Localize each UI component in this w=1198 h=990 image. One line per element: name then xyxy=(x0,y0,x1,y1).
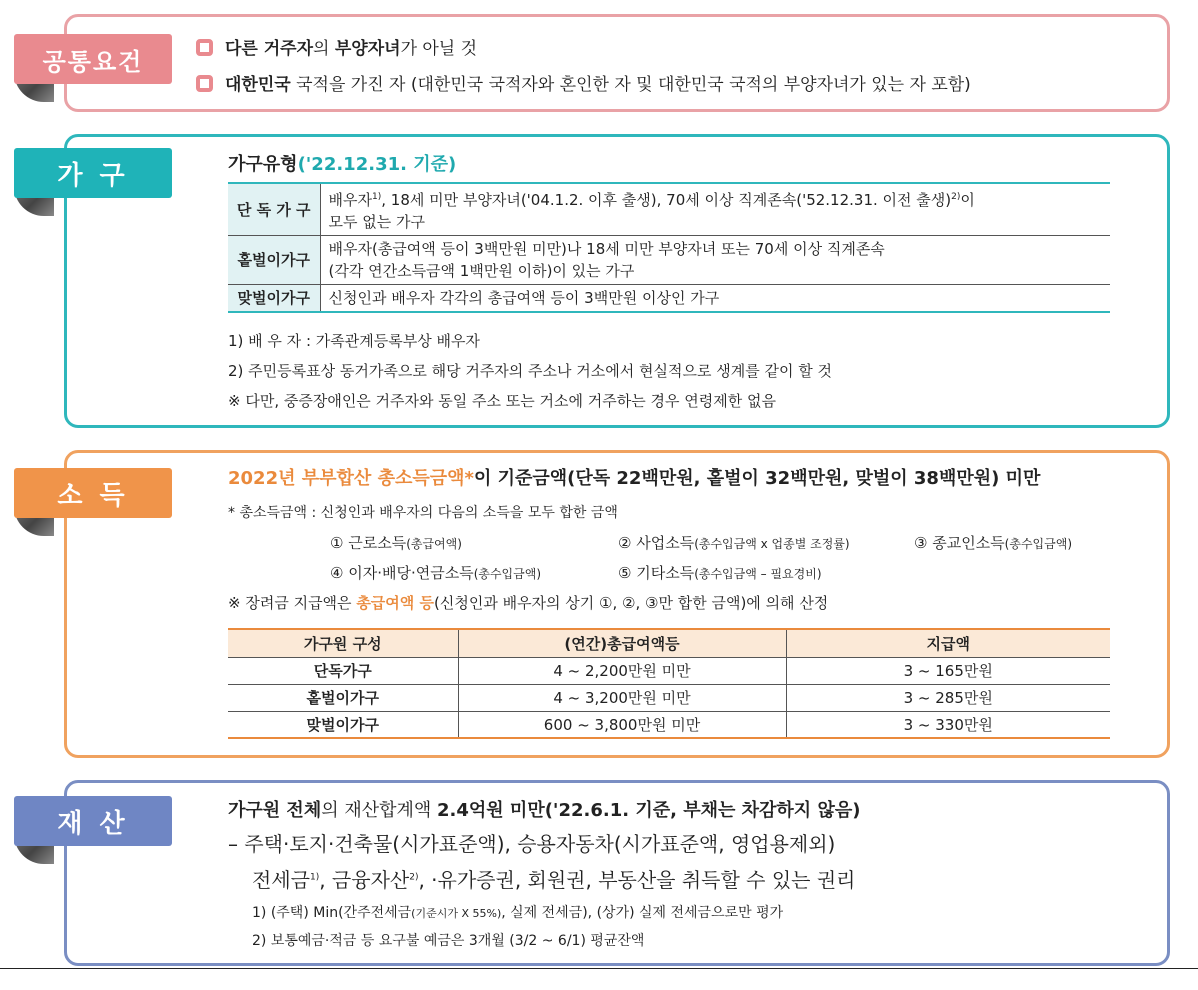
column-header: (연간)총급여액등 xyxy=(458,629,786,657)
household-type-label: 맞벌이가구 xyxy=(228,285,320,313)
household-type-table xyxy=(228,182,1110,313)
common-requirement-1: 다른 거주자의 부양자녀가 아닐 것 xyxy=(196,34,477,59)
asset-title: 가구원 전체의 재산합계액 2.4억원 미만('22.6.1. 기준, 부채는 차감하지 않음) xyxy=(228,800,861,821)
household-type-desc: 배우자(총급여액 등이 3백만원 미만)나 18세 미만 부양자녀 또는 70세 이상 직계존속 (각각 연간소득금액 1백만원 이하)이 있는 가구 xyxy=(320,236,1110,285)
asset-items-line-2: 전세금$^{1)}$, 금융자산$^{2)}$, ·유가증권, 회원권, 부동산을 취득할 수 있는 권리 xyxy=(252,868,856,892)
asset-note-2: 2) 보통예금·적금 등 요구불 예금은 3개월 (3/2 ~ 6/1) 평균잔액 xyxy=(252,933,645,949)
table-row xyxy=(228,711,1110,738)
table-cell: 맞벌이가구 xyxy=(228,711,458,738)
table-header-row xyxy=(228,629,1110,657)
household-type-label: 단 독 가 구 xyxy=(228,183,320,236)
income-item: ② 사업소득(총수입금액 x 업종별 조정률) xyxy=(618,534,850,552)
bottom-divider xyxy=(0,968,1198,969)
household-type-desc: 신청인과 배우자 각각의 총급여액 등이 3백만원 이상인 가구 xyxy=(320,285,1110,313)
household-note-1: 1) 배 우 자 : 가족관계등록부상 배우자 xyxy=(228,332,480,350)
household-title: 가구유형('22.12.31. 기준) xyxy=(228,154,457,175)
household-note-2: 2) 주민등록표상 동거가족으로 해당 거주자의 주소나 거소에서 현실적으로 생계를 같이 할 것 xyxy=(228,362,832,380)
household-tab: 가 구 xyxy=(14,148,172,198)
table-row xyxy=(228,183,1110,236)
table-row xyxy=(228,684,1110,711)
column-header: 지급액 xyxy=(786,629,1110,657)
household-type-desc: 배우자$^{1)}$, 18세 미만 부양자녀('04.1.2. 이후 출생), 70세 이상 직계존속('52.12.31. 이전 출생)$^{2)}$이 모두 없는 가구 xyxy=(320,183,1110,236)
income-item: ③ 종교인소득(총수입금액) xyxy=(914,534,1072,552)
asset-items-line-1: – 주택·토지·건축물(시가표준액), 승용자동차(시가표준액, 영업용제외) xyxy=(228,832,836,856)
income-tab: 소 득 xyxy=(14,468,172,518)
square-bullet-icon xyxy=(196,75,213,92)
table-cell: 3 ~ 285만원 xyxy=(786,684,1110,711)
table-cell: 3 ~ 165만원 xyxy=(786,657,1110,684)
payment-table xyxy=(228,628,1110,739)
income-item: ① 근로소득(총급여액) xyxy=(330,534,462,552)
asset-note-1: 1) (주택) Min(간주전세금(기준시가 X 55%), 실제 전세금), (상가) 실제 전세금으로만 평가 xyxy=(252,905,784,921)
income-item: ④ 이자·배당·연금소득(총수입금액) xyxy=(330,564,542,582)
column-header: 가구원 구성 xyxy=(228,629,458,657)
common-requirement-2: 대한민국 국적을 가진 자 (대한민국 국적자와 혼인한 자 및 대한민국 국적의 부양자녀가 있는 자 포함) xyxy=(196,70,971,95)
table-row xyxy=(228,236,1110,285)
income-calc-note: ※ 장려금 지급액은 총급여액 등(신청인과 배우자의 상기 ①, ②, ③만 합한 금액)에 의해 산정 xyxy=(228,594,829,612)
table-cell: 4 ~ 2,200만원 미만 xyxy=(458,657,786,684)
common-requirements-tab: 공통요건 xyxy=(14,34,172,84)
income-definition: * 총소득금액 : 신청인과 배우자의 다음의 소득을 모두 합한 금액 xyxy=(228,505,618,521)
household-type-label: 홑벌이가구 xyxy=(228,236,320,285)
table-cell: 4 ~ 3,200만원 미만 xyxy=(458,684,786,711)
income-title: 2022년 부부합산 총소득금액*이 기준금액(단독 22백만원, 홑벌이 32백만원, 맞벌이 38백만원) 미만 xyxy=(228,468,1041,489)
table-cell: 단독가구 xyxy=(228,657,458,684)
household-note-3: ※ 다만, 중증장애인은 거주자와 동일 주소 또는 거소에 거주하는 경우 연령제한 없음 xyxy=(228,392,776,410)
square-bullet-icon xyxy=(196,39,213,56)
table-row xyxy=(228,285,1110,313)
table-cell: 600 ~ 3,800만원 미만 xyxy=(458,711,786,738)
table-cell: 3 ~ 330만원 xyxy=(786,711,1110,738)
income-item: ⑤ 기타소득(총수입금액 – 필요경비) xyxy=(618,564,822,582)
table-row xyxy=(228,657,1110,684)
table-cell: 홑벌이가구 xyxy=(228,684,458,711)
common-requirements-box xyxy=(64,14,1170,112)
asset-tab: 재 산 xyxy=(14,796,172,846)
